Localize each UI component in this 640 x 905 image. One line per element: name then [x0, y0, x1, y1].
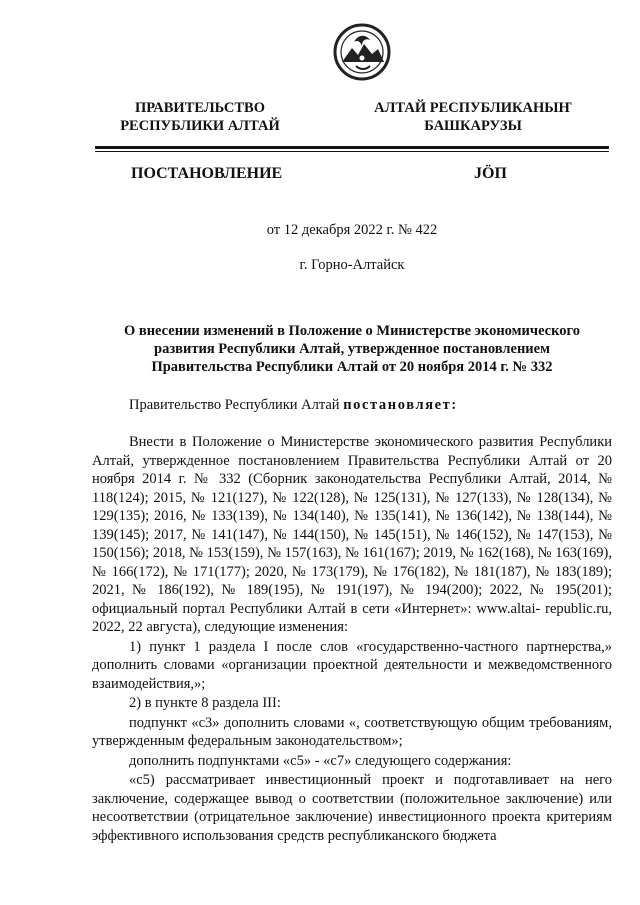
header-right-line2: БАШКАРУЗЫ [424, 118, 522, 134]
preamble-text: Правительство Республики Алтай [129, 397, 340, 413]
body-paragraph: 1) пункт 1 раздела I после слов «государственно-частного партнерства,» дополнить словами «организации проектной деятельности и межведомственного взаимодействия,»; [92, 638, 612, 692]
document-body [92, 433, 612, 845]
government-name-altai [348, 99, 598, 135]
header-right-line1: АЛТАЙ РЕСПУБЛИКАНЫҤ [374, 100, 572, 116]
doc-type-ru: ПОСТАНОВЛЕНИЕ [131, 165, 283, 182]
body-paragraph: подпункт «с3» дополнить словами «, соответствующую общим требованиям, утвержденным федеральным законодательством»; [92, 714, 612, 749]
title-line: Правительства Республики Алтай от 20 ноября 2014 г. № 332 [151, 359, 553, 375]
body-paragraph: «с5) рассматривает инвестиционный проект и подготавливает на него заключение, содержащее вывод о соответствии (положительное заключение) или несоответствии (отрицательное заключение) инвестиционного проекта критериям эффективного использования средств республиканского бюджета [92, 772, 612, 844]
doc-type-altai: JÖП [474, 165, 507, 182]
document-title [96, 322, 608, 376]
date-number-line: от 12 декабря 2022 г. № 422 [266, 222, 438, 238]
preamble [92, 396, 612, 415]
header-divider-thick [95, 146, 609, 149]
header-divider-thin [95, 151, 609, 152]
title-line: О внесении изменений в Положение о Министерстве экономического [123, 323, 581, 339]
republic-altai-emblem-icon [332, 22, 392, 82]
government-name-ru [100, 99, 300, 135]
body-paragraph: дополнить подпунктами «с5» - «с7» следующего содержания: [129, 752, 512, 769]
body-paragraph: 2) в пункте 8 раздела III: [129, 695, 281, 711]
header-left-line1: ПРАВИТЕЛЬСТВО [135, 100, 265, 116]
city-line: г. Горно-Алтайск [299, 257, 405, 273]
title-line: развития Республики Алтай, утвержденное постановлением [154, 341, 550, 357]
body-paragraph: Внести в Положение о Министерстве экономического развития Республики Алтай, утвержденное постановлением Правительства Республики Алтай от 20 ноября 2014 г. № 332 (Сборник законодательства Республики Алтай, 2014, № 118(124); 2015, № 121(127), № 122(128), № 125(131), № 127(133), № 128(134), № 129(135); 2016, № 133(139), № 134(140), № 135(141), № 136(142), № 138(144), № 139(145); 2017, № 141(147), № 144(150), № 145(151), № 146(152), № 147(153), № 150(156); 2018, № 153(159), № 157(163), № 161(167); 2019, № 162(168), № 163(169), № 166(172), № 171(177); 2020, № 173(179), № 176(182), № 181(187), № 183(189); 2021, № 186(192), № 189(195), № 191(197), № 194(200); 2022, № 195(201); официальный портал Республики Алтай в сети «Интернет»: www.altai- republic.ru, 2022, 22 августа), следующие изменения: [92, 434, 612, 635]
preamble-resolves: постановляет: [343, 397, 458, 413]
header-left-line2: РЕСПУБЛИКИ АЛТАЙ [120, 118, 280, 134]
